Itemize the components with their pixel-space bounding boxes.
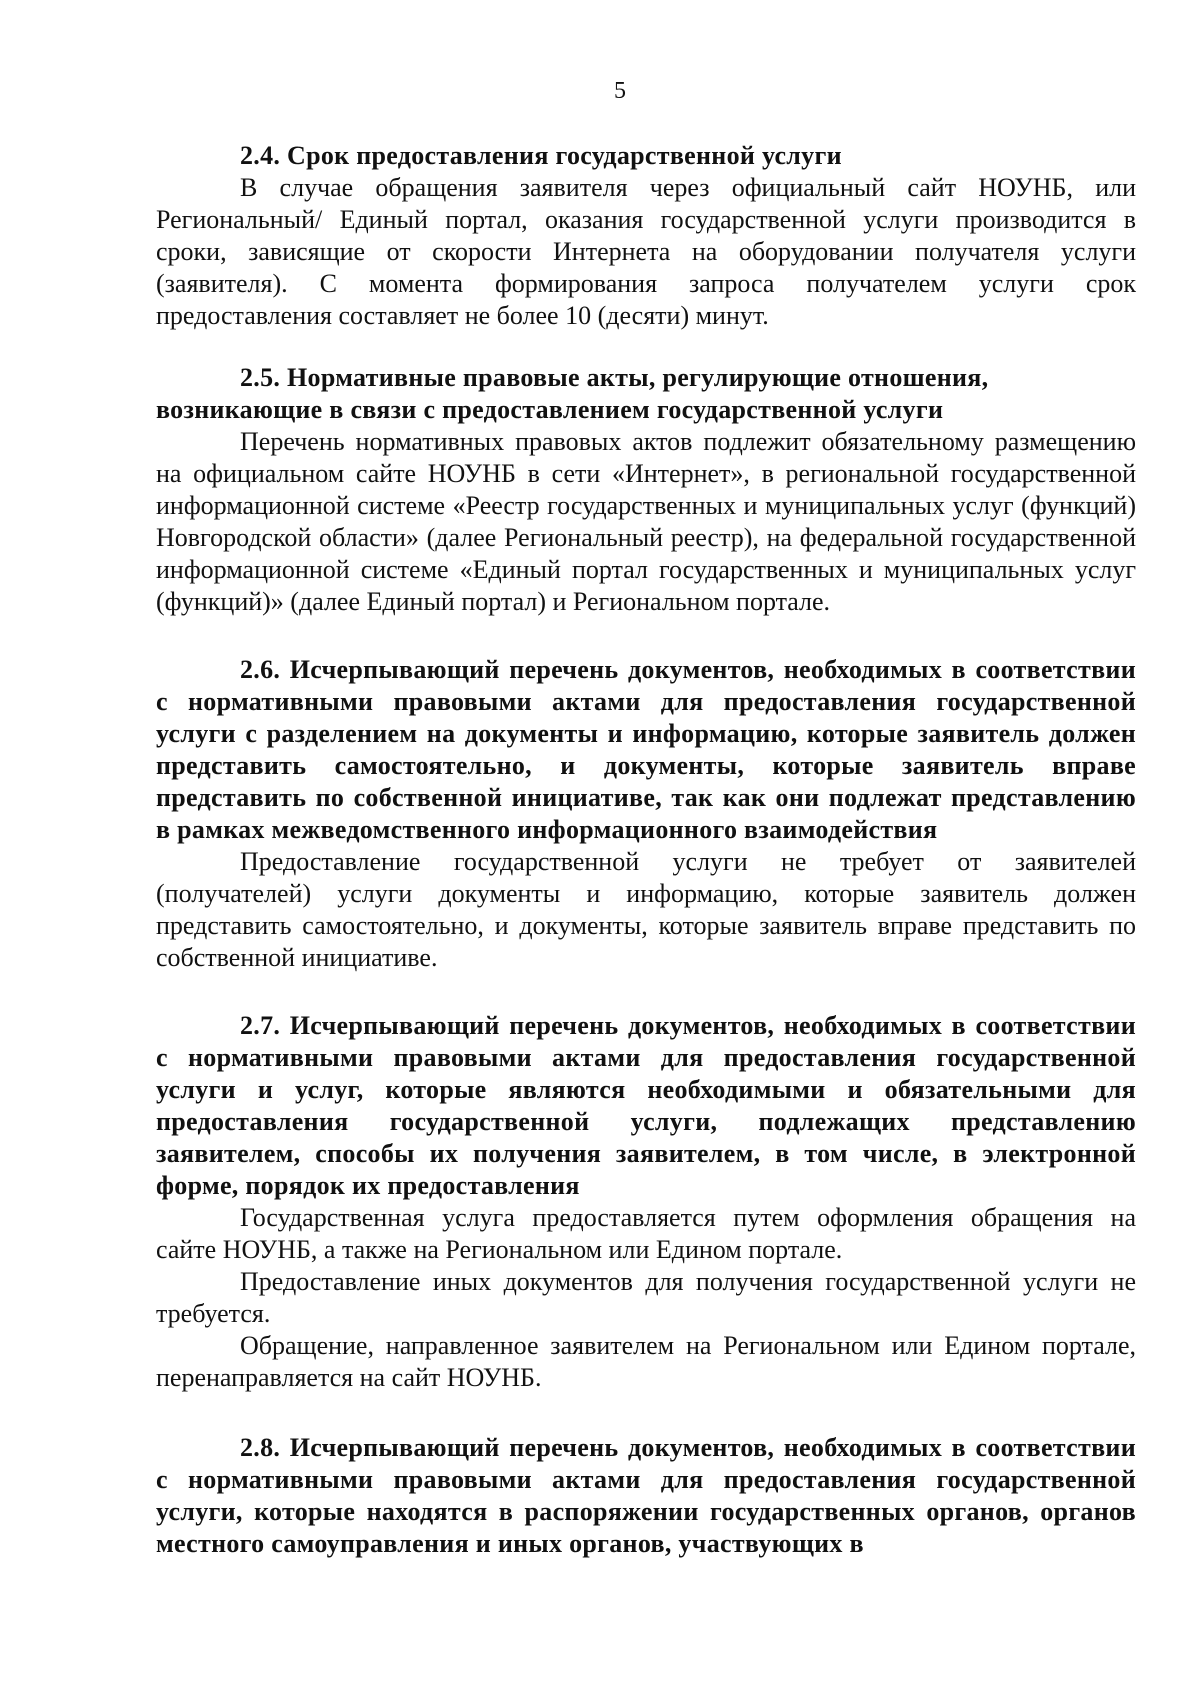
section-2-5 (156, 362, 1136, 618)
section-2-8 (156, 1432, 1136, 1560)
section-paragraph: Предоставление иных документов для получения государственной услуги не требуется. (156, 1267, 1136, 1328)
section-heading: 2.4. Срок предоставления государственной услуги (240, 141, 842, 170)
section-heading: 2.6. Исчерпывающий перечень документов, необходимых в соответствии с нормативными правовыми актами для предоставления государственной услуги с разделением на документы и информацию, которые заявитель должен представить самостоятельно, и документы, которые заявитель вправе представить по собственной инициативе, так как они подлежат представлению в рамках межведомственного информационного взаимодействия (156, 655, 1136, 844)
section-2-4 (156, 140, 1136, 332)
section-paragraph: Государственная услуга предоставляется путем оформления обращения на сайте НОУНБ, а также на Региональном или Едином портале. (156, 1203, 1136, 1264)
section-heading: 2.5. Нормативные правовые акты, регулирующие отношения, возникающие в связи с предоставлением государственной услуги (156, 363, 989, 424)
section-paragraph: Предоставление государственной услуги не требует от заявителей (получателей) услуги документы и информацию, которые заявитель должен представить самостоятельно, и документы, которые заявитель вправе представить по собственной инициативе. (156, 847, 1136, 972)
document-body (156, 140, 1136, 1560)
section-2-7 (156, 1010, 1136, 1394)
page-number: 5 (614, 78, 626, 104)
section-heading: 2.8. Исчерпывающий перечень документов, необходимых в соответствии с нормативными правовыми актами для предоставления государственной услуги, которые находятся в распоряжении государственных органов, органов местного самоуправления и иных органов, участвующих в (156, 1433, 1136, 1558)
section-paragraph: Обращение, направленное заявителем на Региональном или Едином портале, перенаправляется на сайт НОУНБ. (156, 1331, 1136, 1392)
section-2-6 (156, 654, 1136, 974)
section-paragraph: В случае обращения заявителя через официальный сайт НОУНБ, или Региональный/ Единый портал, оказания государственной услуги производится в сроки, зависящие от скорости Интернета на оборудовании получателя услуги (заявителя). С момента формирования запроса получателем услуги срок предоставления составляет не более 10 (десяти) минут. (156, 173, 1136, 330)
section-heading: 2.7. Исчерпывающий перечень документов, необходимых в соответствии с нормативными правовыми актами для предоставления государственной услуги и услуг, которые являются необходимыми и обязательными для предоставления государственной услуги, подлежащих представлению заявителем, способы их получения заявителем, в том числе, в электронной форме, порядок их предоставления (156, 1011, 1136, 1200)
section-paragraph: Перечень нормативных правовых актов подлежит обязательному размещению на официальном сайте НОУНБ в сети «Интернет», в региональной государственной информационной системе «Реестр государственных и муниципальных услуг (функций) Новгородской области» (далее Региональный реестр), на федеральной государственной информационной системе «Единый портал государственных и муниципальных услуг (функций)» (далее Единый портал) и Региональном портале. (156, 427, 1136, 616)
